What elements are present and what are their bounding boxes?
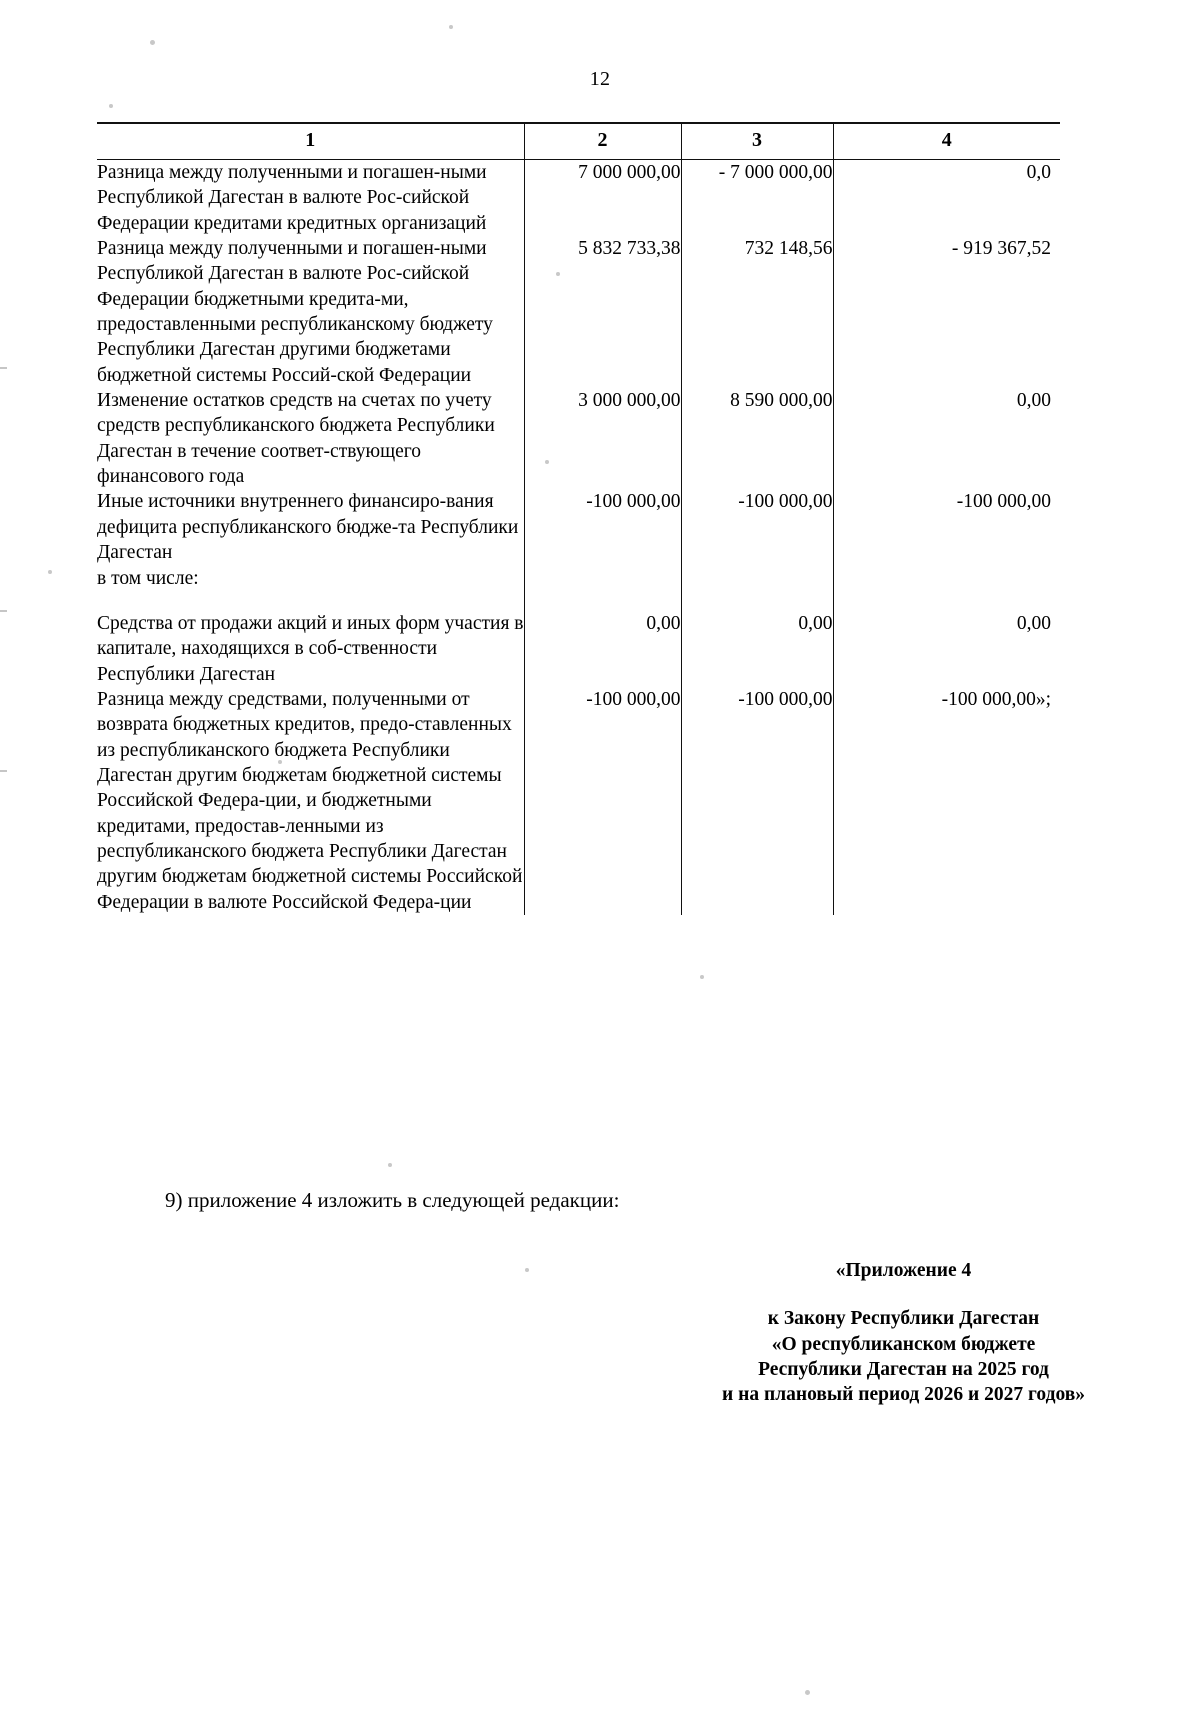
row-value-col2: 0,00 bbox=[524, 611, 681, 687]
scan-edge-mark bbox=[0, 367, 7, 369]
paragraph-item-9: 9) приложение 4 изложить в следующей редакции: bbox=[165, 1188, 620, 1212]
row-label: Разница между средствами, полученными от возврата бюджетных кредитов, предо-ставленных из республиканского бюджета Республики Дагестан другим бюджетам бюджетной системы Российской Федера-ции, и бюджетными кредитами, предостав-ленными из республиканского бюджета Республики Дагестан другим бюджетам бюджетной системы Российской Федерации в валюте Российской Федера-ции bbox=[97, 687, 524, 915]
row-label: Разница между полученными и погашен-ными Республикой Дагестан в валюте Рос-сийской Федерации кредитами кредитных организаций bbox=[97, 160, 524, 237]
column-header-1: 1 bbox=[97, 123, 524, 160]
row-value-col2: -100 000,00 bbox=[524, 489, 681, 565]
appendix-line-3: Республики Дагестан на 2025 год bbox=[758, 1359, 1049, 1381]
row-label: Средства от продажи акций и иных форм участия в капитале, находящихся в соб-ственности Республики Дагестан bbox=[97, 611, 524, 687]
scan-speck bbox=[449, 25, 453, 29]
scan-speck bbox=[150, 40, 155, 45]
row-label: Разница между полученными и погашен-ными Республикой Дагестан в валюте Рос-сийской Федерации бюджетными кредита-ми, предоставленными республиканскому бюджету Республики Дагестан другими бюджетами бюджетной системы Россий-ской Федерации bbox=[97, 236, 524, 388]
row-value-col4: -100 000,00»; bbox=[941, 688, 1051, 710]
scan-speck bbox=[48, 570, 52, 574]
table-header bbox=[97, 123, 1060, 160]
row-value-col4: -100 000,00 bbox=[956, 491, 1051, 513]
row-value-col2 bbox=[524, 566, 681, 611]
row-value-col4 bbox=[833, 566, 1060, 611]
row-value-col3: -100 000,00 bbox=[681, 687, 833, 915]
scan-speck bbox=[805, 1690, 810, 1695]
scan-speck bbox=[700, 975, 704, 979]
row-value-col3 bbox=[681, 566, 833, 611]
row-value-col4: 0,00 bbox=[1016, 612, 1051, 634]
table-row bbox=[97, 160, 1060, 237]
row-value-col3: 8 590 000,00 bbox=[681, 388, 833, 489]
appendix-block bbox=[0, 1258, 1200, 1408]
scan-edge-mark bbox=[0, 770, 7, 772]
row-value-col4: 0,0 bbox=[1026, 162, 1051, 183]
row-value-col4: 0,00 bbox=[1016, 390, 1051, 412]
page-number: 12 bbox=[589, 68, 611, 90]
row-value-col2: -100 000,00 bbox=[524, 687, 681, 915]
row-value-col2: 3 000 000,00 bbox=[524, 388, 681, 489]
table-row bbox=[97, 611, 1060, 687]
row-value-col3: -100 000,00 bbox=[681, 489, 833, 565]
appendix-line-1: к Закону Республики Дагестан bbox=[767, 1308, 1040, 1330]
row-label: Иные источники внутреннего финансиро-вания дефицита республиканского бюдже-та Республики Дагестан bbox=[97, 489, 524, 565]
table-row bbox=[97, 236, 1060, 388]
table-row bbox=[97, 687, 1060, 915]
budget-table-container bbox=[97, 122, 1060, 915]
appendix-title: «Приложение 4 bbox=[835, 1260, 972, 1281]
row-label: в том числе: bbox=[97, 566, 524, 611]
row-label: Изменение остатков средств на счетах по учету средств республиканского бюджета Республики Дагестан в течение соответ-ствующего финансового года bbox=[97, 388, 524, 489]
table-body bbox=[97, 160, 1060, 915]
budget-table bbox=[97, 122, 1060, 915]
appendix-line-2: «О республиканском бюджете bbox=[771, 1333, 1036, 1355]
appendix-line-4: и на плановый период 2026 и 2027 годов» bbox=[722, 1384, 1085, 1406]
row-value-col2: 7 000 000,00 bbox=[524, 160, 681, 237]
scan-edge-mark bbox=[0, 610, 7, 612]
table-header-row bbox=[97, 123, 1060, 160]
column-header-2: 2 bbox=[524, 123, 681, 160]
row-value-col2: 5 832 733,38 bbox=[524, 236, 681, 388]
row-value-col3: 732 148,56 bbox=[681, 236, 833, 388]
table-row bbox=[97, 489, 1060, 565]
column-header-4: 4 bbox=[833, 123, 1060, 160]
row-value-col4: - 919 367,52 bbox=[951, 238, 1051, 260]
row-value-col3: - 7 000 000,00 bbox=[681, 160, 833, 237]
table-row bbox=[97, 566, 1060, 611]
table-row bbox=[97, 388, 1060, 489]
scan-speck bbox=[109, 104, 113, 108]
scan-speck bbox=[388, 1163, 392, 1167]
row-value-col3: 0,00 bbox=[681, 611, 833, 687]
column-header-3: 3 bbox=[681, 123, 833, 160]
appendix-lines bbox=[0, 1306, 1200, 1407]
